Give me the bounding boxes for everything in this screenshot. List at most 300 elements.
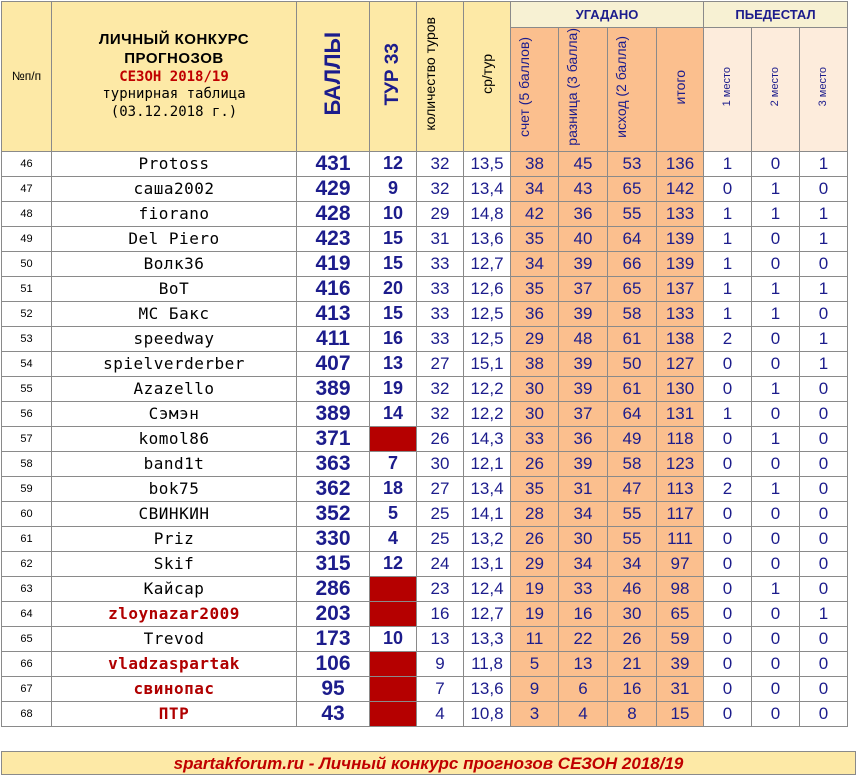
place2-cell: 0 [752, 551, 800, 576]
tour-points-cell [370, 651, 417, 676]
table-row [2, 601, 848, 626]
place1-cell: 0 [704, 426, 752, 451]
avg-cell: 12,6 [464, 276, 511, 301]
tours-count-cell: 26 [417, 426, 464, 451]
tour-points-cell [370, 426, 417, 451]
points-cell: 423 [297, 226, 370, 251]
tour-points-cell: 13 [370, 351, 417, 376]
row-number: 66 [2, 651, 52, 676]
tours-count-cell: 16 [417, 601, 464, 626]
tours-count-cell: 4 [417, 701, 464, 726]
tour-points-cell: 12 [370, 551, 417, 576]
diff-cell: 39 [559, 451, 608, 476]
avg-cell: 13,4 [464, 476, 511, 501]
table-row [2, 376, 848, 401]
outcome-cell: 66 [608, 251, 657, 276]
total-cell: 133 [657, 201, 704, 226]
place1-cell: 0 [704, 526, 752, 551]
diff-cell: 45 [559, 151, 608, 176]
avg-cell: 13,1 [464, 551, 511, 576]
score-cell: 3 [511, 701, 559, 726]
total-cell: 136 [657, 151, 704, 176]
place3-cell: 0 [800, 501, 848, 526]
total-cell: 97 [657, 551, 704, 576]
participant-name: Волк36 [52, 251, 297, 276]
place3-cell: 0 [800, 676, 848, 701]
avg-cell: 12,2 [464, 376, 511, 401]
place3-cell: 0 [800, 551, 848, 576]
participant-name: ПТР [52, 701, 297, 726]
row-number: 55 [2, 376, 52, 401]
avg-cell: 13,6 [464, 226, 511, 251]
place1-cell: 1 [704, 301, 752, 326]
avg-cell: 10,8 [464, 701, 511, 726]
table-row [2, 651, 848, 676]
place1-cell: 0 [704, 551, 752, 576]
participant-name: MC Бакс [52, 301, 297, 326]
title-line-1: ЛИЧНЫЙ КОНКУРС [98, 31, 250, 49]
place2-cell: 0 [752, 451, 800, 476]
score-cell: 35 [511, 276, 559, 301]
diff-cell: 39 [559, 376, 608, 401]
col-header-diff: разница (3 балла) [559, 28, 608, 152]
row-number: 61 [2, 526, 52, 551]
outcome-cell: 58 [608, 451, 657, 476]
tours-count-cell: 33 [417, 251, 464, 276]
place3-cell: 1 [800, 226, 848, 251]
points-cell: 173 [297, 626, 370, 651]
tours-count-cell: 27 [417, 351, 464, 376]
total-cell: 117 [657, 501, 704, 526]
diff-cell: 16 [559, 601, 608, 626]
participant-name: band1t [52, 451, 297, 476]
place1-cell: 1 [704, 251, 752, 276]
place1-cell: 0 [704, 626, 752, 651]
table-subtitle: турнирная таблица [102, 86, 246, 103]
total-cell: 123 [657, 451, 704, 476]
place2-cell: 1 [752, 176, 800, 201]
avg-cell: 14,8 [464, 201, 511, 226]
row-number: 67 [2, 676, 52, 701]
table-row [2, 526, 848, 551]
score-cell: 26 [511, 451, 559, 476]
participant-name: Сэмэн [52, 401, 297, 426]
row-number: 49 [2, 226, 52, 251]
outcome-cell: 46 [608, 576, 657, 601]
place1-cell: 1 [704, 151, 752, 176]
points-cell: 95 [297, 676, 370, 701]
tour-points-cell: 15 [370, 301, 417, 326]
diff-cell: 48 [559, 326, 608, 351]
col-header-outcome: исход (2 балла) [608, 28, 657, 152]
place2-cell: 1 [752, 276, 800, 301]
participant-name: Del Piero [52, 226, 297, 251]
score-cell: 9 [511, 676, 559, 701]
points-cell: 411 [297, 326, 370, 351]
diff-cell: 22 [559, 626, 608, 651]
participant-name: BoT [52, 276, 297, 301]
row-number: 48 [2, 201, 52, 226]
table-row [2, 426, 848, 451]
diff-cell: 37 [559, 401, 608, 426]
place3-cell: 0 [800, 376, 848, 401]
tour-points-cell: 10 [370, 201, 417, 226]
place3-cell: 1 [800, 601, 848, 626]
avg-cell: 13,6 [464, 676, 511, 701]
tour-points-cell [370, 676, 417, 701]
total-cell: 139 [657, 226, 704, 251]
tours-count-cell: 25 [417, 526, 464, 551]
total-cell: 59 [657, 626, 704, 651]
place2-cell: 0 [752, 401, 800, 426]
place1-cell: 0 [704, 376, 752, 401]
diff-cell: 37 [559, 276, 608, 301]
outcome-cell: 55 [608, 501, 657, 526]
place1-cell: 0 [704, 651, 752, 676]
diff-cell: 43 [559, 176, 608, 201]
outcome-cell: 53 [608, 151, 657, 176]
place1-cell: 0 [704, 576, 752, 601]
place3-cell: 0 [800, 651, 848, 676]
tours-count-cell: 27 [417, 476, 464, 501]
total-cell: 39 [657, 651, 704, 676]
participant-name: СВИНКИН [52, 501, 297, 526]
tours-count-cell: 32 [417, 401, 464, 426]
table-row [2, 451, 848, 476]
outcome-cell: 58 [608, 301, 657, 326]
points-cell: 362 [297, 476, 370, 501]
total-cell: 133 [657, 301, 704, 326]
place3-cell: 0 [800, 576, 848, 601]
place2-cell: 1 [752, 201, 800, 226]
tours-count-cell: 13 [417, 626, 464, 651]
tours-count-cell: 30 [417, 451, 464, 476]
outcome-cell: 26 [608, 626, 657, 651]
place3-cell: 0 [800, 451, 848, 476]
place1-cell: 1 [704, 276, 752, 301]
place1-cell: 2 [704, 326, 752, 351]
table-row [2, 151, 848, 176]
participant-name: Skif [52, 551, 297, 576]
col-header-total: итого [657, 28, 704, 152]
avg-cell: 12,7 [464, 251, 511, 276]
place3-cell: 0 [800, 476, 848, 501]
table-row [2, 501, 848, 526]
row-number: 64 [2, 601, 52, 626]
place3-cell: 0 [800, 251, 848, 276]
outcome-cell: 21 [608, 651, 657, 676]
table-row [2, 251, 848, 276]
participant-name: Кайсар [52, 576, 297, 601]
table-row [2, 201, 848, 226]
place2-cell: 0 [752, 501, 800, 526]
place3-cell: 1 [800, 151, 848, 176]
score-cell: 5 [511, 651, 559, 676]
table-row [2, 351, 848, 376]
points-cell: 315 [297, 551, 370, 576]
score-cell: 26 [511, 526, 559, 551]
tour-points-cell: 15 [370, 251, 417, 276]
tours-count-cell: 33 [417, 301, 464, 326]
outcome-cell: 61 [608, 376, 657, 401]
total-cell: 142 [657, 176, 704, 201]
footer-banner: spartakforum.ru - Личный конкурс прогнозов СЕЗОН 2018/19 [1, 751, 856, 775]
row-number: 50 [2, 251, 52, 276]
place1-cell: 0 [704, 676, 752, 701]
participant-name: Azazello [52, 376, 297, 401]
col-header-points: БАЛЛЫ [297, 2, 370, 152]
row-number: 63 [2, 576, 52, 601]
standings-rows [2, 151, 848, 726]
tours-count-cell: 24 [417, 551, 464, 576]
diff-cell: 13 [559, 651, 608, 676]
place2-cell: 0 [752, 701, 800, 726]
participant-name: fiorano [52, 201, 297, 226]
place1-cell: 0 [704, 701, 752, 726]
total-cell: 118 [657, 426, 704, 451]
total-cell: 98 [657, 576, 704, 601]
participant-name: speedway [52, 326, 297, 351]
season-label: СЕЗОН 2018/19 [119, 68, 229, 85]
table-row [2, 401, 848, 426]
place1-cell: 1 [704, 226, 752, 251]
outcome-cell: 61 [608, 326, 657, 351]
tour-points-cell: 19 [370, 376, 417, 401]
diff-cell: 36 [559, 426, 608, 451]
participant-name: vladzaspartak [52, 651, 297, 676]
score-cell: 30 [511, 401, 559, 426]
score-cell: 35 [511, 226, 559, 251]
table-row [2, 176, 848, 201]
diff-cell: 39 [559, 251, 608, 276]
total-cell: 130 [657, 376, 704, 401]
points-cell: 419 [297, 251, 370, 276]
points-cell: 428 [297, 201, 370, 226]
tour-points-cell: 10 [370, 626, 417, 651]
tour-points-cell: 16 [370, 326, 417, 351]
avg-cell: 11,8 [464, 651, 511, 676]
outcome-cell: 16 [608, 676, 657, 701]
tour-points-cell: 20 [370, 276, 417, 301]
outcome-cell: 34 [608, 551, 657, 576]
diff-cell: 31 [559, 476, 608, 501]
tours-count-cell: 25 [417, 501, 464, 526]
row-number: 59 [2, 476, 52, 501]
place1-cell: 0 [704, 351, 752, 376]
score-cell: 34 [511, 176, 559, 201]
score-cell: 36 [511, 301, 559, 326]
tour-points-cell: 4 [370, 526, 417, 551]
points-cell: 416 [297, 276, 370, 301]
points-cell: 330 [297, 526, 370, 551]
place1-cell: 2 [704, 476, 752, 501]
place3-cell: 0 [800, 401, 848, 426]
row-number: 57 [2, 426, 52, 451]
score-cell: 38 [511, 351, 559, 376]
place2-cell: 0 [752, 676, 800, 701]
points-cell: 352 [297, 501, 370, 526]
score-cell: 42 [511, 201, 559, 226]
tour-points-cell: 15 [370, 226, 417, 251]
place3-cell: 0 [800, 176, 848, 201]
place2-cell: 0 [752, 151, 800, 176]
diff-cell: 33 [559, 576, 608, 601]
total-cell: 139 [657, 251, 704, 276]
outcome-cell: 65 [608, 176, 657, 201]
table-row [2, 276, 848, 301]
outcome-cell: 55 [608, 526, 657, 551]
place3-cell: 0 [800, 526, 848, 551]
avg-cell: 12,2 [464, 401, 511, 426]
place2-cell: 0 [752, 601, 800, 626]
score-cell: 19 [511, 601, 559, 626]
diff-cell: 34 [559, 501, 608, 526]
tour-points-cell: 12 [370, 151, 417, 176]
tours-count-cell: 33 [417, 276, 464, 301]
avg-cell: 13,2 [464, 526, 511, 551]
place2-cell: 1 [752, 376, 800, 401]
points-cell: 429 [297, 176, 370, 201]
tour-points-cell [370, 701, 417, 726]
tours-count-cell: 9 [417, 651, 464, 676]
score-cell: 11 [511, 626, 559, 651]
points-cell: 389 [297, 401, 370, 426]
table-row [2, 576, 848, 601]
place1-cell: 1 [704, 201, 752, 226]
total-cell: 131 [657, 401, 704, 426]
row-number: 60 [2, 501, 52, 526]
tour-points-cell: 7 [370, 451, 417, 476]
points-cell: 286 [297, 576, 370, 601]
place2-cell: 1 [752, 576, 800, 601]
title-line-2: ПРОГНОЗОВ [124, 50, 224, 68]
col-header-score: счет (5 баллов) [511, 28, 559, 152]
tours-count-cell: 32 [417, 176, 464, 201]
total-cell: 138 [657, 326, 704, 351]
tour-points-cell: 14 [370, 401, 417, 426]
diff-cell: 30 [559, 526, 608, 551]
tour-points-cell [370, 576, 417, 601]
row-number: 62 [2, 551, 52, 576]
participant-name: zloynazar2009 [52, 601, 297, 626]
place1-cell: 0 [704, 601, 752, 626]
place2-cell: 1 [752, 301, 800, 326]
avg-cell: 12,1 [464, 451, 511, 476]
diff-cell: 6 [559, 676, 608, 701]
diff-cell: 34 [559, 551, 608, 576]
points-cell: 389 [297, 376, 370, 401]
score-cell: 33 [511, 426, 559, 451]
col-header-place3: 3 место [800, 28, 848, 152]
total-cell: 65 [657, 601, 704, 626]
row-number: 52 [2, 301, 52, 326]
points-cell: 371 [297, 426, 370, 451]
section-header-podium: ПЬЕДЕСТАЛ [704, 2, 848, 28]
points-cell: 363 [297, 451, 370, 476]
table-row [2, 701, 848, 726]
participant-name: Protoss [52, 151, 297, 176]
col-header-place1: 1 место [704, 28, 752, 152]
tour-points-cell [370, 601, 417, 626]
outcome-cell: 8 [608, 701, 657, 726]
outcome-cell: 64 [608, 226, 657, 251]
avg-cell: 13,5 [464, 151, 511, 176]
total-cell: 127 [657, 351, 704, 376]
col-header-place2: 2 место [752, 28, 800, 152]
table-row [2, 326, 848, 351]
diff-cell: 40 [559, 226, 608, 251]
row-number: 53 [2, 326, 52, 351]
participant-name: komol86 [52, 426, 297, 451]
table-row [2, 551, 848, 576]
tour-points-cell: 5 [370, 501, 417, 526]
participant-name: Trevod [52, 626, 297, 651]
outcome-cell: 55 [608, 201, 657, 226]
avg-cell: 14,1 [464, 501, 511, 526]
place1-cell: 0 [704, 501, 752, 526]
row-number: 51 [2, 276, 52, 301]
score-cell: 28 [511, 501, 559, 526]
avg-cell: 15,1 [464, 351, 511, 376]
tour-points-cell: 9 [370, 176, 417, 201]
participant-name: саша2002 [52, 176, 297, 201]
score-cell: 34 [511, 251, 559, 276]
place2-cell: 0 [752, 326, 800, 351]
total-cell: 113 [657, 476, 704, 501]
avg-cell: 12,4 [464, 576, 511, 601]
place3-cell: 0 [800, 626, 848, 651]
place2-cell: 0 [752, 351, 800, 376]
row-number: 56 [2, 401, 52, 426]
place3-cell: 1 [800, 276, 848, 301]
table-date: (03.12.2018 г.) [110, 103, 238, 120]
table-row [2, 476, 848, 501]
score-cell: 35 [511, 476, 559, 501]
table-row [2, 626, 848, 651]
place1-cell: 0 [704, 451, 752, 476]
tours-count-cell: 7 [417, 676, 464, 701]
participant-name: bok75 [52, 476, 297, 501]
participant-name: Priz [52, 526, 297, 551]
score-cell: 30 [511, 376, 559, 401]
section-header-guessed: УГАДАНО [511, 2, 704, 28]
points-cell: 43 [297, 701, 370, 726]
participant-name: свинопас [52, 676, 297, 701]
col-header-tour: ТУР 33 [370, 2, 417, 152]
avg-cell: 12,5 [464, 326, 511, 351]
table-row [2, 676, 848, 701]
standings-table [1, 1, 848, 727]
avg-cell: 13,4 [464, 176, 511, 201]
row-number: 46 [2, 151, 52, 176]
row-number: 47 [2, 176, 52, 201]
points-cell: 407 [297, 351, 370, 376]
tours-count-cell: 23 [417, 576, 464, 601]
avg-cell: 12,7 [464, 601, 511, 626]
score-cell: 19 [511, 576, 559, 601]
diff-cell: 39 [559, 301, 608, 326]
tours-count-cell: 33 [417, 326, 464, 351]
participant-name: spielverderber [52, 351, 297, 376]
outcome-cell: 47 [608, 476, 657, 501]
row-number: 58 [2, 451, 52, 476]
place2-cell: 1 [752, 426, 800, 451]
avg-cell: 14,3 [464, 426, 511, 451]
outcome-cell: 65 [608, 276, 657, 301]
place2-cell: 0 [752, 251, 800, 276]
score-cell: 29 [511, 326, 559, 351]
tours-count-cell: 29 [417, 201, 464, 226]
